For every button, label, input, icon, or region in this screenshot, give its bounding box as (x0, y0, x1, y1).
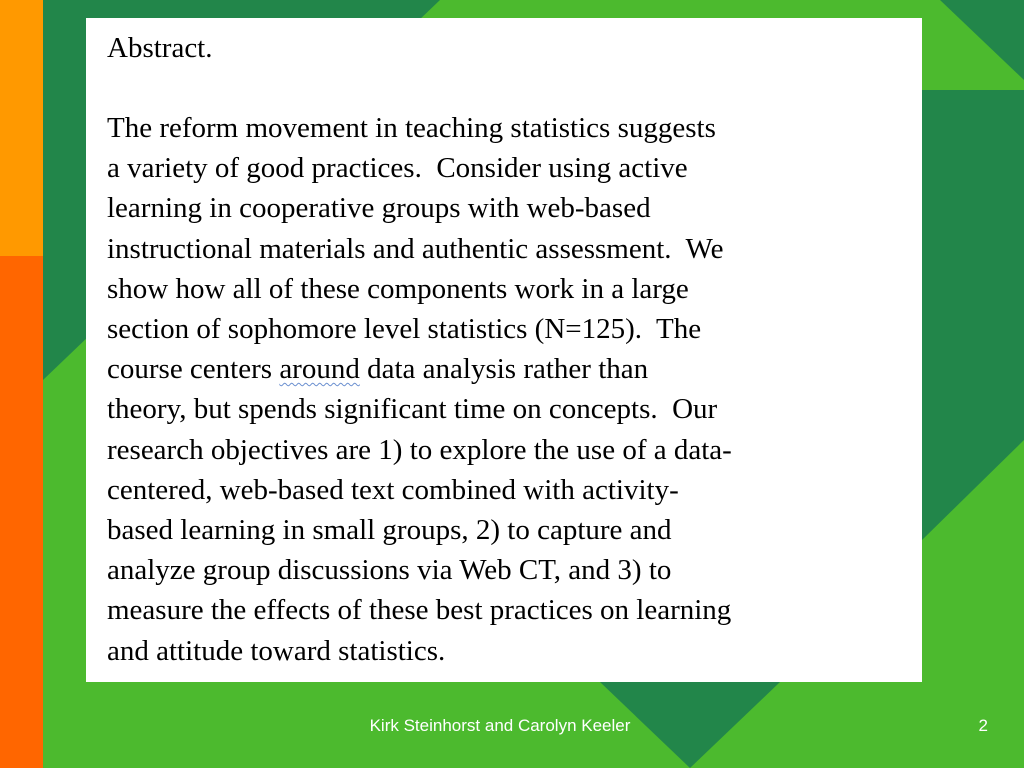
abstract-line: measure the effects of these best practices on learning (107, 594, 732, 627)
orange-stripe-top (0, 0, 43, 256)
abstract-line: learning in cooperative groups with web-based (107, 192, 651, 225)
abstract-line: centered, web-based text combined with activity- (107, 473, 679, 506)
line-segment: data analysis rather than (359, 353, 649, 386)
abstract-line: research objectives are 1) to explore the use of a data- (107, 433, 732, 466)
orange-stripe-bottom (0, 256, 43, 768)
page-number: 2 (978, 716, 988, 735)
abstract-line: The reform movement in teaching statistics suggests (107, 112, 716, 144)
abstract-line: and attitude toward statistics. (107, 634, 446, 667)
spellcheck-underlined-word: around (279, 353, 360, 386)
abstract-line-with-spellcheck (107, 349, 902, 389)
abstract-line: theory, but spends significant time on concepts. Our (107, 393, 718, 426)
abstract-title: Abstract. (107, 32, 213, 64)
abstract-line: section of sophomore level statistics (N=125). The (107, 313, 702, 346)
abstract-line: instructional materials and authentic assessment. We (107, 232, 724, 265)
abstract-line: a variety of good practices. Consider using active (107, 152, 688, 185)
abstract-line: analyze group discussions via Web CT, and 3) to (107, 554, 672, 587)
abstract-line: show how all of these components work in a large (107, 272, 689, 305)
line-segment: course centers (107, 353, 280, 386)
abstract-line: based learning in small groups, 2) to capture and (107, 514, 672, 547)
abstract-text-box (86, 18, 922, 682)
abstract-body (107, 108, 902, 671)
footer-authors: Kirk Steinhorst and Carolyn Keeler (369, 716, 631, 735)
